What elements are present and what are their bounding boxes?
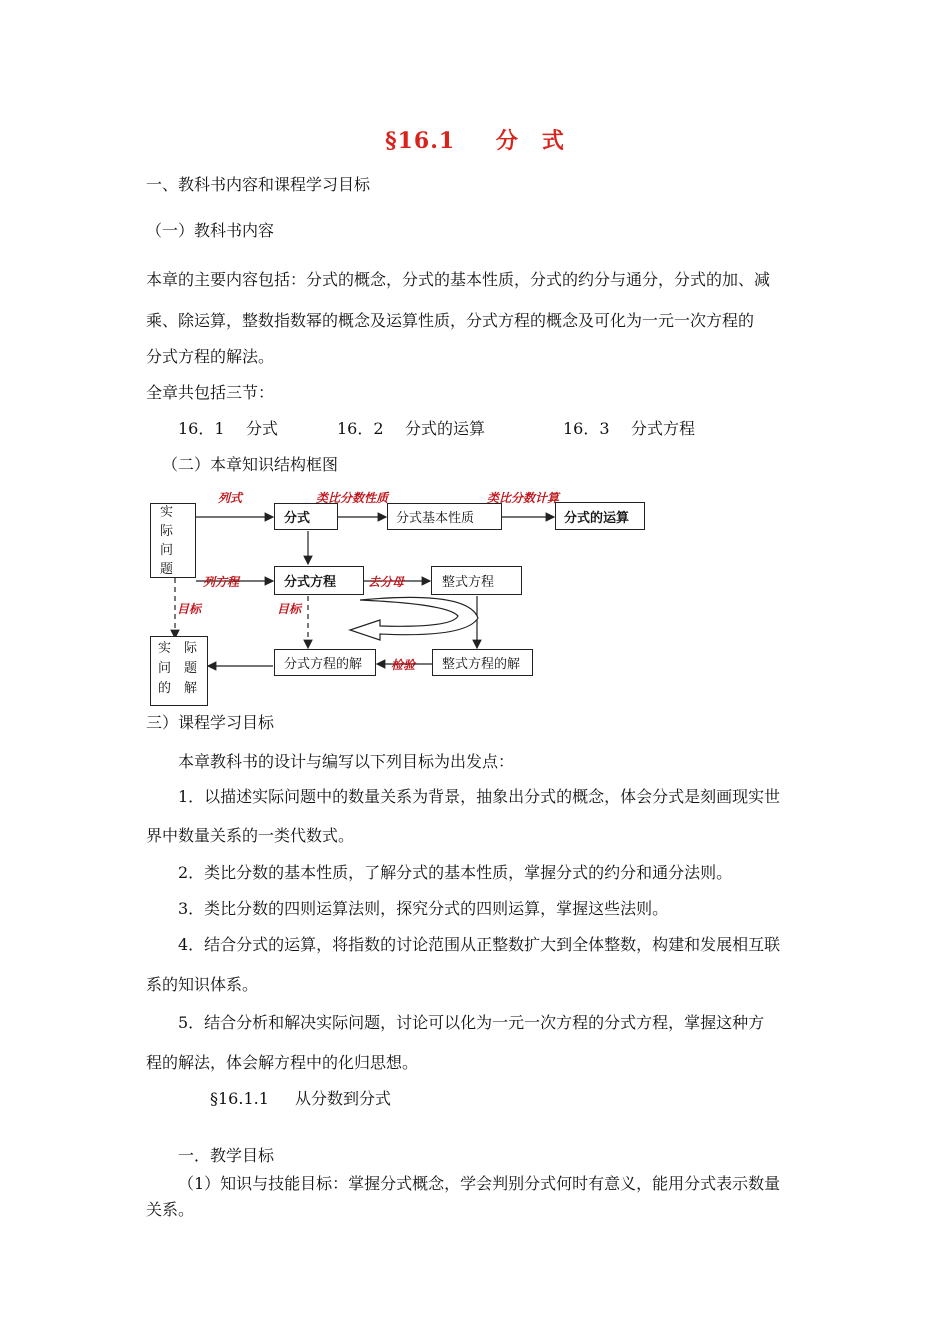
section-3-name: 分式方程 (631, 419, 696, 438)
fraction-box: 分式 (274, 503, 338, 530)
goal-1-line-2: 界中数量关系的一类代数式。 (146, 826, 355, 845)
lesson-name: 从分数到分式 (295, 1089, 392, 1108)
goal-5-line-1: 5．结合分析和解决实际问题，讨论可以化为一元一次方程的分式方程，掌握这种方 (178, 1013, 765, 1032)
sections-intro: 全章共包括三节： (146, 383, 275, 402)
goal-4-line-1: 4．结合分式的运算，将指数的讨论范围从正整数扩大到全体整数，构建和发展相互联 (178, 935, 781, 954)
title-section-number: §16.1 (385, 128, 456, 154)
fraction-equation-box: 分式方程 (274, 566, 364, 595)
section-1-name: 分式 (246, 419, 279, 438)
goal-5-line-2: 程的解法，体会解方程中的化归思想。 (146, 1053, 419, 1072)
integral-equation-solution-box: 整式方程的解 (432, 649, 533, 676)
real-problem-char-2: 际 (160, 524, 174, 539)
intro-line-2: 乘、除运算，整数指数幂的概念及运算性质，分式方程的概念及可化为一元一次方程的 (146, 311, 755, 330)
label-goal-middle: 目标 (277, 602, 302, 616)
intro-line-3: 分式方程的解法。 (146, 347, 275, 366)
goals-intro: 本章教科书的设计与编写以下列目标为出发点： (178, 752, 515, 771)
label-remove-denominator: 去分母 (368, 575, 405, 589)
label-list-expression: 列式 (218, 491, 243, 505)
fraction-operations-box: 分式的运算 (555, 502, 645, 530)
fraction-equation-solution-box: 分式方程的解 (274, 649, 376, 676)
label-analogy-property: 类比分数性质 (316, 491, 389, 505)
label-analogy-calculation: 类比分数计算 (487, 491, 560, 505)
section-2-number: 16．2 (337, 419, 384, 438)
section-1-number: 16．1 (178, 419, 225, 438)
integral-equation-box: 整式方程 (431, 566, 522, 595)
label-check: 检验 (391, 658, 416, 672)
sub3-heading: 三）课程学习目标 (146, 713, 275, 732)
section-3-number: 16．3 (563, 419, 610, 438)
real-solution-line-1: 实 际 (158, 641, 198, 656)
label-goal-left: 目标 (177, 602, 202, 616)
title-name: 分 式 (495, 128, 565, 154)
real-problem-char-4: 题 (160, 562, 174, 577)
goal-1-line-1: 1．以描述实际问题中的数量关系为背景，抽象出分式的概念，体会分式是刻画现实世 (178, 787, 781, 806)
fraction-property-box: 分式基本性质 (387, 503, 502, 530)
goal-2: 2．类比分数的基本性质，了解分式的基本性质，掌握分式的约分和通分法则。 (178, 863, 733, 882)
real-problem-char-1: 实 (160, 505, 174, 520)
label-list-equation: 列方程 (203, 575, 240, 589)
goal-4-line-2: 系的知识体系。 (146, 975, 259, 994)
sub2-heading: （二）本章知识结构框图 (162, 455, 339, 474)
teaching-heading: 一．教学目标 (178, 1146, 275, 1165)
lesson-number: §16.1.1 (210, 1089, 269, 1108)
teaching-goal-line-1: （1）知识与技能目标：掌握分式概念，学会判别分式何时有意义，能用分式表示数量 (178, 1174, 781, 1193)
section-2-name: 分式的运算 (405, 419, 486, 438)
curved-return-arrow (350, 597, 478, 640)
real-problem-char-3: 问 (160, 543, 174, 558)
intro-line-1: 本章的主要内容包括：分式的概念，分式的基本性质，分式的约分与通分，分式的加、减 (146, 270, 771, 289)
sub1-heading: （一）教科书内容 (146, 221, 275, 240)
goal-3: 3．类比分数的四则运算法则，探究分式的四则运算，掌握这些法则。 (178, 899, 669, 918)
real-solution-line-3: 的 解 (158, 681, 198, 696)
teaching-goal-line-2: 关系。 (146, 1200, 195, 1219)
part1-heading: 一、教科书内容和课程学习目标 (146, 175, 371, 194)
real-solution-line-2: 问 题 (158, 661, 198, 676)
